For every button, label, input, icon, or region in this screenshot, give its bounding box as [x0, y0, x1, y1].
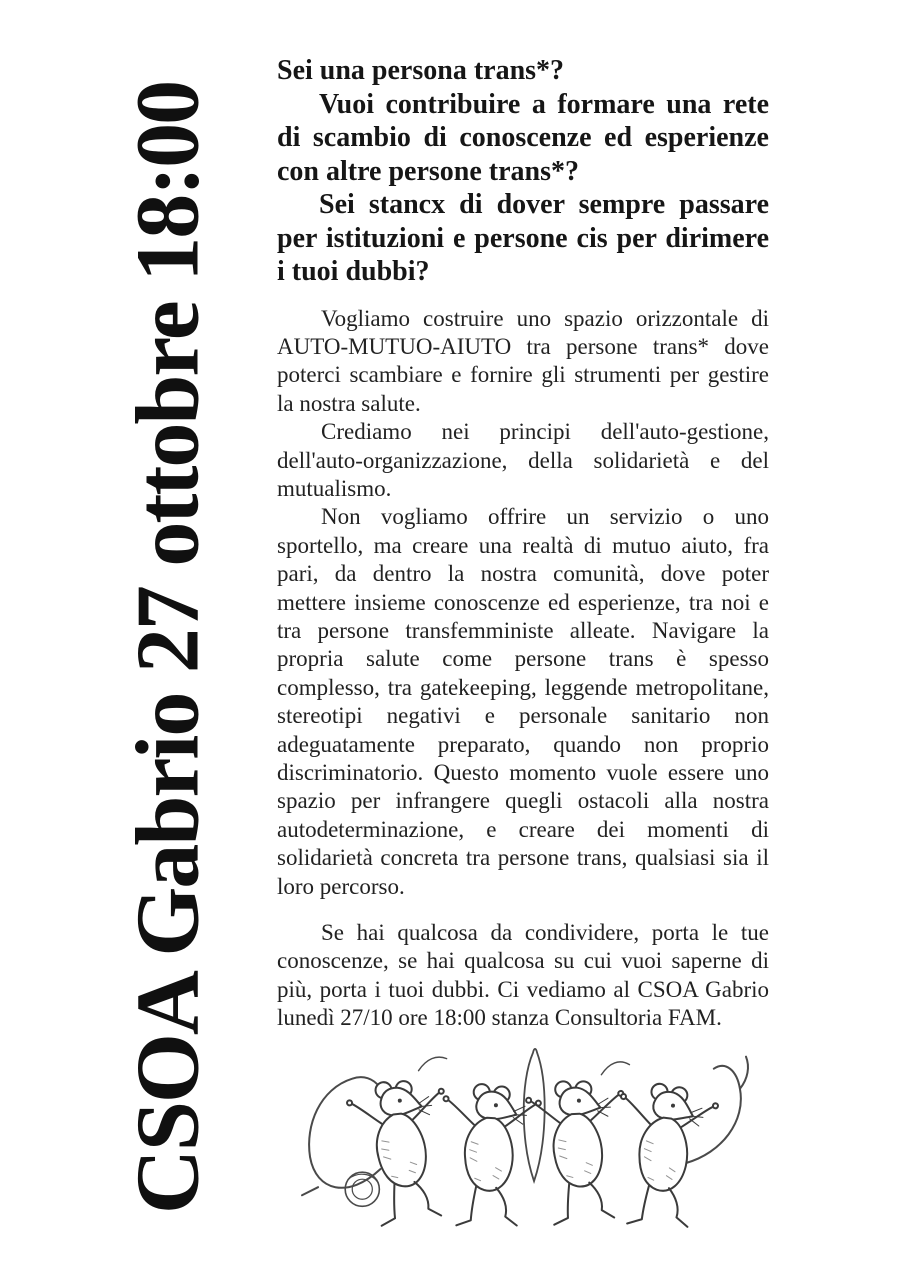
vertical-banner-text: CSOA Gabrio 27 ottobre 18:00 — [118, 81, 218, 1215]
flyer-content — [277, 54, 769, 1033]
heading-questions — [277, 54, 769, 289]
question-stancx: Sei stancx di dover sempre passare per istituzioni e persone cis per dirimere i tuoi dubbi? — [277, 189, 769, 287]
body-text — [277, 305, 769, 1033]
dancing-mice-svg — [300, 1038, 752, 1244]
paragraph-non-vogliamo: Non vogliamo offrire un servizio o uno sportello, ma creare una realtà di mutuo aiuto, fra pari, da dentro la nostra comunità, dove poter mettere insieme conoscenze ed esperienze, tra noi e tra persone transfemministe alleate. Navigare la propria salute come persone trans è spesso complesso, tra gatekeeping, leggende metropolitane, stereotipi negativi e personale sanitario non adeguatamente preparato, quando non proprio discriminatorio. Questo momento vuole essere uno spazio per infrangere quegli ostacoli alla nostra autodeterminazione, e creare dei momenti di solidarietà concreta tra persone trans, qualsiasi sia il loro percorso. — [277, 504, 769, 899]
question-contribuire: Vuoi contribuire a formare una rete di scambio di conoscenze ed esperienze con altre persone trans*? — [277, 88, 769, 187]
dancing-mice-illustration — [300, 1038, 752, 1244]
paragraph-vogliamo-costruire: Vogliamo costruire uno spazio orizzontale di AUTO-MUTUO-AIUTO tra persone trans* dove poterci scambiare e fornire gli strumenti per gestire la nostra salute. — [277, 305, 769, 416]
paragraph-crediamo: Crediamo nei principi dell'auto-gestione, dell'auto-organizzazione, della solidarietà e del mutualismo. — [277, 419, 769, 501]
paragraph-invito-appuntamento: Se hai qualcosa da condividere, porta le tue conoscenze, se hai qualcosa su cui vuoi saperne di più, porta i tuoi dubbi. Ci vediamo al CSOA Gabrio lunedì 27/10 ore 18:00 stanza Consultoria FAM. — [277, 920, 769, 1031]
question-persona-trans: Sei una persona trans*? — [277, 55, 565, 86]
vertical-banner — [0, 0, 300, 1280]
